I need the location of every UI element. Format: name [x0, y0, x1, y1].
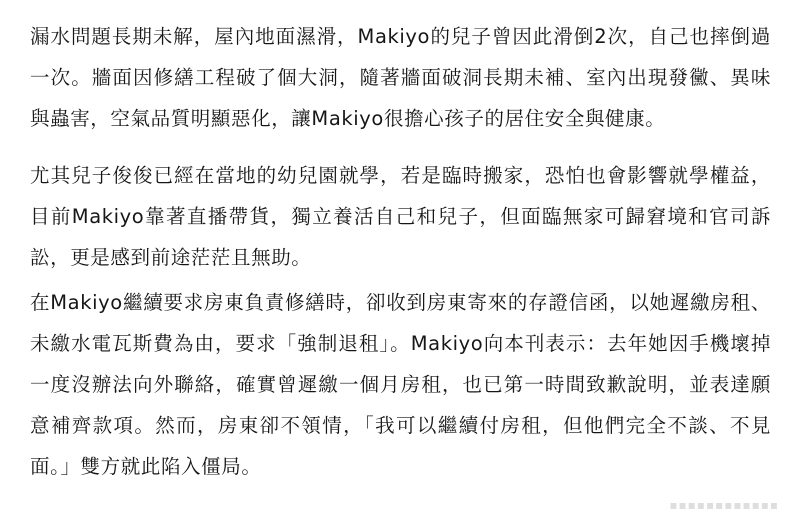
paragraph-spacer-1 [30, 139, 771, 155]
scan-artifact-text: ▪▪▪▪▪▪▪▪▪▪▪▪ [669, 498, 779, 511]
paragraph-2: 尤其兒子俊俊已經在當地的幼兒園就學，若是臨時搬家，恐怕也會影響就學權益，目前Makiyo靠著直播帶貨，獨立養活自己和兒子，但面臨無家可歸窘境和官司訴訟，更是感到前途茫茫且無助。 [30, 164, 771, 269]
paragraph-3: 在Makiyo繼續要求房東負責修繕時，卻收到房東寄來的存證信函，以她遲繳房租、未繳水電瓦斯費為由，要求「強制退租」。Makiyo向本刊表示：去年她因手機壞掉一度沒辦法向外聯絡，確實曾遲繳一個月房租，也已第一時間致歉說明，並表達願意補齊款項。然而，房東卻不領情，「我可以繼續付房租，但他們完全不談、不見面。」雙方就此陷入僵局。 [30, 291, 771, 478]
scan-artifact [569, 498, 779, 511]
article-body [30, 16, 771, 487]
paragraph-1: 漏水問題長期未解，屋內地面濕滑，Makiyo的兒子曾因此滑倒2次，自己也摔倒過一次。牆面因修繕工程破了個大洞，隨著牆面破洞長期未補、室內出現發黴、異味與蟲害，空氣品質明顯惡化，讓Makiyo很擔心孩子的居住安全與健康。 [30, 25, 771, 130]
